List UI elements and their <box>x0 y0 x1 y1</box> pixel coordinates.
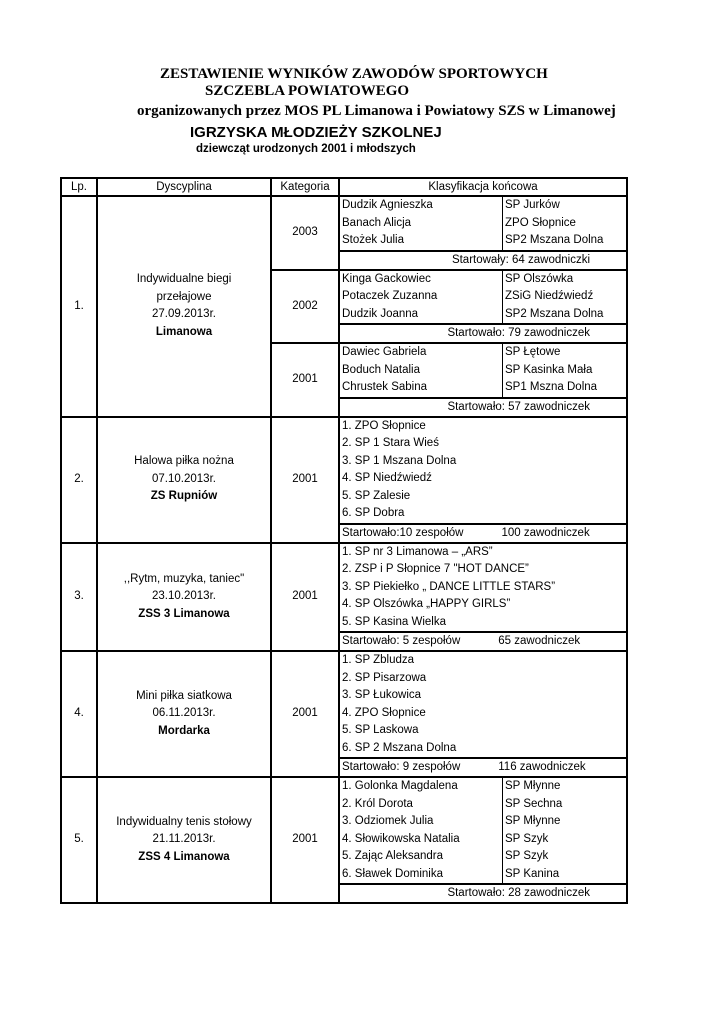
row-number: 3. <box>61 543 97 652</box>
school-name: SP Szyk <box>505 832 549 845</box>
category-cell: 2001 <box>271 777 339 903</box>
team-placement: 4. ZPO Słopnice <box>342 706 426 719</box>
participants-total: Startowało: 79 zawodniczek <box>447 327 590 339</box>
header-discipline: Dyscyplina <box>97 178 271 196</box>
athlete-name: Stożek Julia <box>342 234 405 246</box>
result-cell <box>339 196 627 270</box>
athlete-name: Banach Alicja <box>342 216 412 229</box>
doc-subtitle: IGRZYSKA MŁODZIEŻY SZKOLNEJ <box>190 124 442 141</box>
doc-title-line3: organizowanych przez MOS PL Limanowa i Powiatowy SZS w Limanowej <box>137 103 616 119</box>
discipline-cell <box>97 543 271 652</box>
header-lp: Lp. <box>61 178 97 196</box>
athlete-name: Kinga Gackowiec <box>342 272 431 285</box>
row-number: 4. <box>61 651 97 777</box>
team-placement: 5. SP Laskowa <box>342 724 419 736</box>
event-date: 21.11.2013r. <box>152 833 216 846</box>
school-name: SP Kasinka Mała <box>505 363 593 376</box>
team-placement: 5. SP Zalesie <box>342 489 411 502</box>
school-name: SP2 Mszana Dolna <box>505 234 604 246</box>
table-row <box>61 651 627 777</box>
teams-count: Startowało:10 zespołów <box>342 526 464 539</box>
event-date: 06.11.2013r. <box>152 707 216 720</box>
table-row <box>61 417 627 543</box>
result-cell <box>339 270 627 344</box>
row-number: 5. <box>61 777 97 903</box>
category-cell: 2003 <box>271 196 339 270</box>
school-name: SP Młynne <box>505 780 561 792</box>
athlete-name: 2. Król Dorota <box>342 797 413 810</box>
school-name: ZSiG Niedźwiedź <box>505 290 594 302</box>
team-placement: 4. SP Olszówka „HAPPY GIRLS” <box>342 598 511 610</box>
athlete-name: Dudzik Agnieszka <box>342 199 433 211</box>
school-name: SP Łętowe <box>505 346 561 358</box>
row-number: 2. <box>61 417 97 543</box>
team-placement: 2. SP 1 Stara Wieś <box>342 437 439 449</box>
event-location: Limanowa <box>155 325 213 338</box>
table-row <box>61 777 627 903</box>
school-name: ZPO Słopnice <box>505 216 576 229</box>
event-date: 07.10.2013r. <box>152 472 216 485</box>
category-cell: 2001 <box>271 543 339 652</box>
athlete-name: Chrustek Sabina <box>342 381 428 393</box>
doc-title-line2: SZCZEBLA POWIATOWEGO <box>205 83 410 99</box>
school-name: SP Kanina <box>505 867 560 880</box>
participants-total <box>340 633 626 650</box>
team-placement: 1. SP Zbludza <box>342 654 415 666</box>
school-name: SP Jurków <box>505 199 560 211</box>
athlete-name: Potaczek Zuzanna <box>342 290 438 302</box>
result-cell <box>339 777 627 903</box>
category-cell: 2001 <box>271 417 339 543</box>
discipline-cell <box>97 651 271 777</box>
discipline-name: Indywidualny tenis stołowy <box>116 815 252 828</box>
school-name: SP Sechna <box>505 797 563 810</box>
discipline-cell <box>97 417 271 543</box>
discipline-name: ,,Rytm, muzyka, taniec" <box>123 572 245 585</box>
category-cell: 2002 <box>271 270 339 344</box>
school-name: SP Młynne <box>505 815 561 827</box>
event-date: 23.10.2013r. <box>152 590 216 602</box>
teams-count: Startowało: 5 zespołów <box>342 635 461 647</box>
school-name: SP1 Mszna Dolna <box>505 381 598 393</box>
discipline-name: Mini piłka siatkowa <box>136 689 232 702</box>
athlete-name: 4. Słowikowska Natalia <box>342 832 460 845</box>
team-placement: 3. SP 1 Mszana Dolna <box>342 454 457 467</box>
table-row <box>61 543 627 652</box>
team-placement: 2. ZSP i P Słopnice 7 "HOT DANCE” <box>342 563 529 575</box>
category-cell: 2001 <box>271 651 339 777</box>
team-placement: 6. SP Dobra <box>342 507 405 519</box>
players-count: 116 zawodniczek <box>498 761 586 773</box>
team-placement: 6. SP 2 Mszana Dolna <box>342 741 457 754</box>
team-placement: 4. SP Niedźwiedź <box>342 472 432 484</box>
event-location: Mordarka <box>158 724 210 737</box>
players-count: 65 zawodniczek <box>498 635 581 647</box>
event-location: ZSS 3 Limanowa <box>138 607 230 620</box>
players-count: 100 zawodniczek <box>501 526 590 539</box>
discipline-cell <box>97 196 271 417</box>
athlete-name: Boduch Natalia <box>342 363 420 376</box>
athlete-name: 6. Sławek Dominika <box>342 867 443 880</box>
results-table <box>60 177 628 904</box>
athlete-name: Dudzik Joanna <box>342 307 419 320</box>
event-date: 27.09.2013r. <box>152 308 216 321</box>
row-number: 1. <box>61 196 97 417</box>
event-location: ZS Rupniów <box>150 490 218 503</box>
discipline-name: przełajowe <box>156 290 212 303</box>
school-name: SP2 Mszana Dolna <box>505 307 604 320</box>
doc-subtitle-note: dziewcząt urodzonych 2001 i młodszych <box>196 143 416 155</box>
participants-total <box>340 759 626 776</box>
athlete-name: 5. Zając Aleksandra <box>342 850 444 862</box>
result-cell <box>339 343 627 417</box>
result-cell <box>339 651 627 777</box>
header-result: Klasyfikacja końcowa <box>339 178 627 196</box>
participants-total: Startowało: 28 zawodniczek <box>447 887 590 899</box>
participants-total <box>340 525 626 542</box>
discipline-name: Halowa piłka nożna <box>134 455 234 468</box>
school-name: SP Szyk <box>505 850 549 862</box>
athlete-name: 1. Golonka Magdalena <box>342 780 458 792</box>
header-category: Kategoria <box>271 178 339 196</box>
team-placement: 5. SP Kasina Wielka <box>342 615 446 628</box>
discipline-name: Indywidualne biegi <box>136 273 232 286</box>
team-placement: 1. SP nr 3 Limanowa – „ARS” <box>342 545 493 558</box>
participants-total: Startowało: 57 zawodniczek <box>447 400 590 413</box>
teams-count: Startowało: 9 zespołów <box>342 761 461 773</box>
table-header-row <box>61 178 627 196</box>
team-placement: 3. SP Piekiełko „ DANCE LITTLE STARS” <box>342 580 556 593</box>
result-cell <box>339 543 627 652</box>
participants-total: Startowały: 64 zawodniczki <box>451 253 590 266</box>
table-row <box>61 196 627 270</box>
athlete-name: 3. Odziomek Julia <box>342 815 434 827</box>
discipline-cell <box>97 777 271 903</box>
category-cell: 2001 <box>271 343 339 417</box>
team-placement: 1. ZPO Słopnice <box>342 419 426 432</box>
event-location: ZSS 4 Limanowa <box>138 850 230 863</box>
athlete-name: Dawiec Gabriela <box>342 346 427 358</box>
doc-title-line1: ZESTAWIENIE WYNIKÓW ZAWODÓW SPORTOWYCH <box>160 66 548 82</box>
team-placement: 3. SP Łukowica <box>342 689 422 701</box>
school-name: SP Olszówka <box>505 272 574 285</box>
team-placement: 2. SP Pisarzowa <box>342 671 427 684</box>
result-cell <box>339 417 627 543</box>
